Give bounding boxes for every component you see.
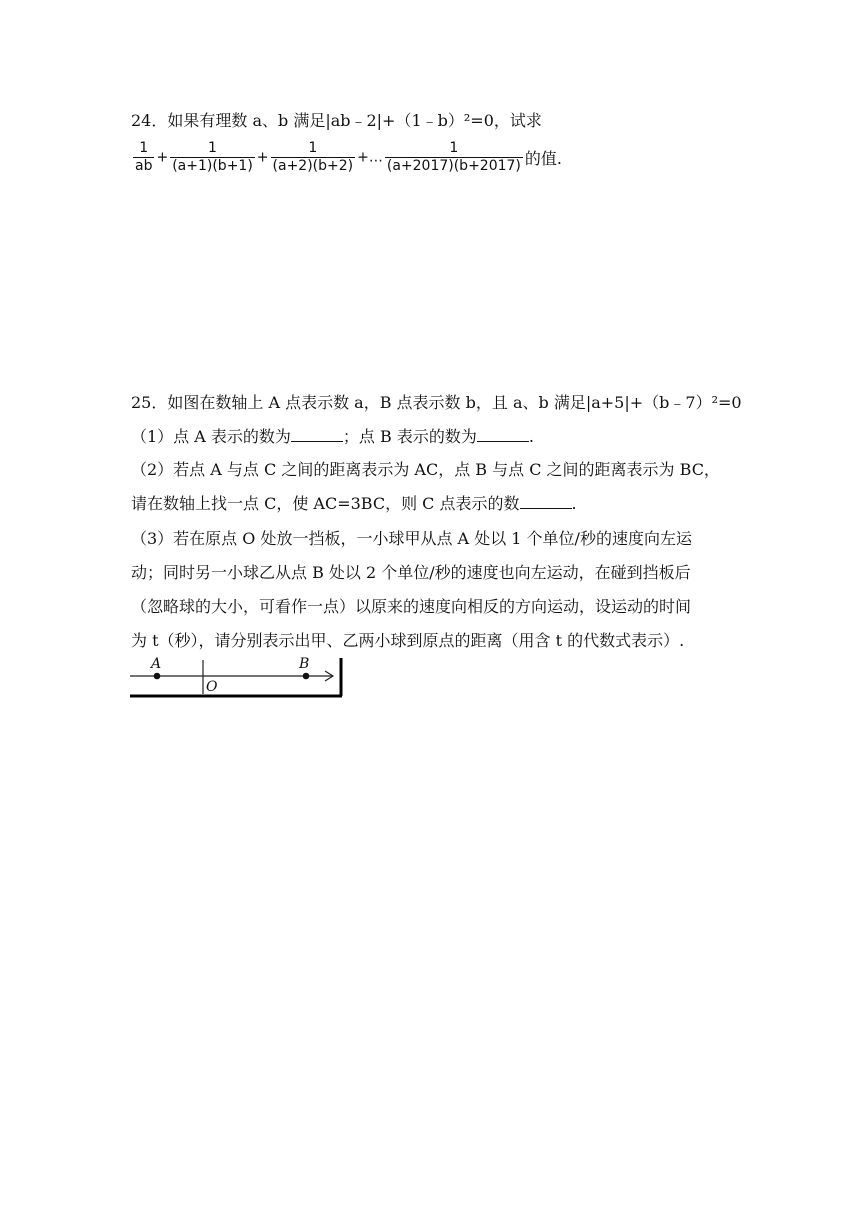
q25-part3-line2: 动；同时另一小球乙从点 B 处以 2 个单位/秒的速度也向左运动，在碰到挡板后 <box>131 563 691 582</box>
ellipsis: +… <box>357 149 383 166</box>
q24-stem: 24．如果有理数 a、b 满足|ab﹣2|+（1﹣b）²=0，试求 <box>131 111 542 130</box>
q25-part3-line4: 为 t（秒），请分别表示出甲、乙两小球到原点的距离（用含 t 的代数式表示）. <box>131 631 685 650</box>
plus-sign: + <box>256 149 269 166</box>
q25-part1: （1）点 A 表示的数为 ；点 B 表示的数为 . <box>131 427 534 446</box>
fraction-2: $\frac{1}{(a+1)(b+1)}$ <box>172 140 253 174</box>
q25-stem: 25．如图在数轴上 A 点表示数 a，B 点表示数 b，且 a、b 满足|a+5|+（b﹣7）²=0 <box>131 393 742 412</box>
fraction-3: $\frac{1}{(a+2)(b+2)}$ <box>272 140 354 174</box>
fraction-1: $\frac{1}{ab}$ <box>135 140 153 174</box>
number-line-figure <box>128 652 348 702</box>
point-b <box>303 673 310 680</box>
answer-blank <box>291 427 343 442</box>
q25-part2-line2: 请在数轴上找一点 C，使 AC=3BC，则 C 点表示的数 . <box>131 494 577 513</box>
label-a: A <box>151 656 162 672</box>
fraction-4: $\frac{1}{(a+2017)(b+2017)}$ <box>386 140 521 174</box>
q25-part2-line1: （2）若点 A 与点 C 之间的距离表示为 AC，点 B 与点 C 之间的距离表示为 BC， <box>131 460 720 479</box>
q24-suffix: 的值. <box>524 149 562 168</box>
q25-part3-line3: （忽略球的大小，可看作一点）以原来的速度向相反的方向运动，设运动的时间 <box>131 597 692 616</box>
label-b: B <box>299 656 310 672</box>
plus-sign: + <box>156 149 169 166</box>
q25-part3-line1: （3）若在原点 O 处放一挡板，一小球甲从点 A 处以 1 个单位/秒的速度向左运 <box>131 529 692 548</box>
answer-blank <box>477 427 529 442</box>
point-a <box>154 673 161 680</box>
label-o: O <box>206 679 218 695</box>
answer-blank <box>520 494 572 509</box>
q24-formula <box>131 140 562 175</box>
